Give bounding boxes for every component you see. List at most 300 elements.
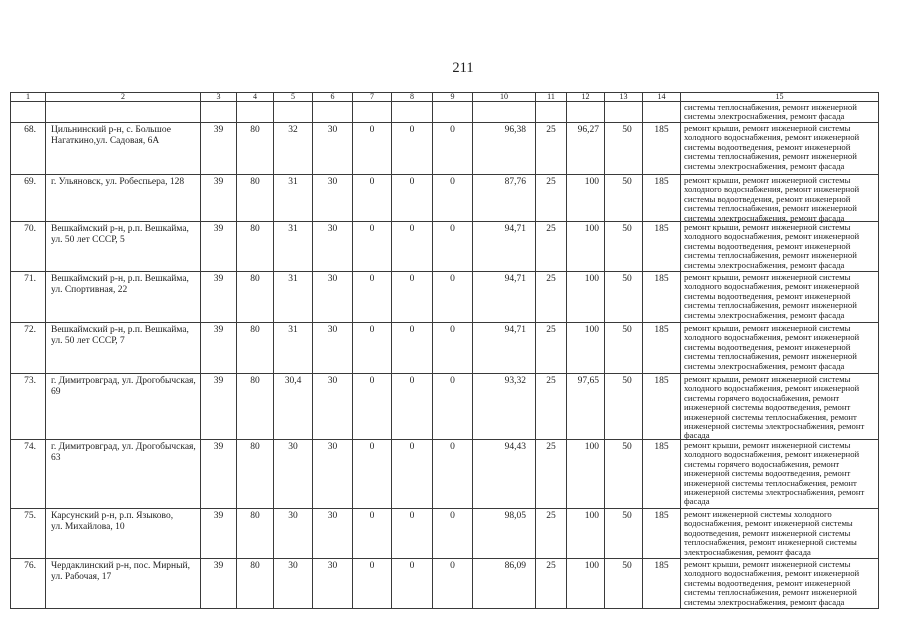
value: 100 [584, 442, 599, 452]
value: 39 [213, 442, 224, 452]
table-header [11, 93, 879, 102]
value-cell-col-10 [473, 175, 536, 222]
value-cell-col-6 [313, 440, 353, 509]
works-line: холодного водоснабжения, ремонт инженерной [684, 132, 860, 143]
column-number-14: 14 [643, 93, 681, 102]
works-cell [681, 175, 879, 222]
value-cell-col-7 [353, 559, 392, 609]
value-cell-col-14 [643, 123, 681, 175]
row-number: 75. [24, 511, 36, 521]
value: 32 [288, 125, 298, 135]
value-cell-col-13 [605, 123, 643, 175]
value-cell-col-14 [643, 102, 681, 123]
works-line: холодного водоснабжения, ремонт инженерной [684, 383, 860, 394]
column-number-4: 4 [237, 93, 274, 102]
value: 30 [327, 177, 338, 187]
value-cell-col-3 [201, 102, 237, 123]
value: 25 [546, 224, 556, 234]
value-cell-col-13 [605, 102, 643, 123]
works-line: инженерной системы электроснабжения, ремонт [684, 421, 865, 432]
works-line: системы теплоснабжения, ремонт инженерной [684, 587, 857, 598]
value-cell-col-13 [605, 374, 643, 440]
value: 50 [622, 376, 632, 386]
value-cell-col-3 [201, 272, 237, 323]
value-cell-col-5 [274, 374, 313, 440]
row-number: 74. [24, 442, 36, 452]
works-line: системы теплоснабжения, ремонт инженерной [684, 203, 857, 214]
works-cell [681, 123, 879, 175]
value: 80 [250, 561, 260, 571]
value-cell-col-5 [274, 222, 313, 272]
works-line: инженерной системы водоотведения, ремонт [684, 468, 851, 479]
column-number-12: 12 [567, 93, 605, 102]
value-cell-col-8 [392, 102, 433, 123]
value: 25 [546, 125, 556, 135]
address-line: Карсунский р-н, р.п. Языково, [51, 511, 174, 521]
value: 25 [546, 274, 556, 284]
works-line: системы электроснабжения, ремонт фасада [684, 111, 845, 122]
value-cell-col-10 [473, 102, 536, 123]
value-cell-col-13 [605, 323, 643, 374]
value-cell-col-13 [605, 272, 643, 323]
value: 50 [622, 274, 632, 284]
value-cell-col-5 [274, 509, 313, 559]
works-line: системы теплоснабжения, ремонт инженерной [684, 300, 857, 311]
address-line: Вешкаймский р-н, р.п. Вешкайма, [51, 325, 189, 335]
address-line: ул. 50 лет СССР, 7 [51, 336, 125, 346]
value-cell-col-14 [643, 509, 681, 559]
address-cell [46, 102, 201, 123]
value: 80 [250, 511, 260, 521]
value: 0 [409, 177, 415, 187]
column-number-5: 5 [274, 93, 313, 102]
works-line: водоотведения, ремонт инженерной системы [684, 527, 851, 538]
value-cell-col-9 [433, 123, 473, 175]
value: 50 [622, 325, 632, 335]
works-line: фасада [684, 430, 710, 441]
works-line: инженерной системы теплоснабжения, ремонт [684, 411, 857, 422]
value-cell-col-10 [473, 323, 536, 374]
value-cell-col-11 [536, 222, 567, 272]
value-cell-col-10 [473, 374, 536, 440]
works-line: ремонт крыши, ремонт инженерной системы [684, 175, 851, 185]
works-line: системы водоотведения, ремонт инженерной [684, 577, 851, 588]
works-line: холодного водоснабжения, ремонт инженерной [684, 449, 860, 460]
table-row [11, 374, 879, 440]
value-cell-col-6 [313, 102, 353, 123]
row-number-cell [11, 559, 46, 609]
row-number: 70. [24, 224, 36, 234]
value-cell-col-7 [353, 374, 392, 440]
column-number-6: 6 [313, 93, 353, 102]
works-cell [681, 323, 879, 374]
works-line: ремонт крыши, ремонт инженерной системы [684, 323, 851, 333]
value: 0 [409, 511, 415, 521]
value-cell-col-9 [433, 102, 473, 123]
value-cell-col-9 [433, 323, 473, 374]
value: 94,43 [504, 442, 526, 452]
value: 185 [654, 376, 669, 386]
works-line: холодного водоснабжения, ремонт инженерной [684, 231, 860, 242]
value: 30 [327, 274, 338, 284]
value: 30 [327, 125, 338, 135]
value: 100 [584, 177, 599, 187]
value: 39 [213, 511, 224, 521]
value: 0 [369, 511, 375, 521]
value: 0 [450, 442, 455, 452]
value-cell-col-7 [353, 102, 392, 123]
works-line: ремонт крыши, ремонт инженерной системы [684, 222, 851, 232]
value: 0 [450, 274, 455, 284]
row-number-cell [11, 123, 46, 175]
value: 30 [327, 224, 338, 234]
value: 96,27 [577, 125, 599, 135]
works-line: системы горячего водоснабжения, ремонт [684, 392, 840, 403]
value-cell-col-4 [237, 222, 274, 272]
value: 100 [584, 274, 599, 284]
column-number-2: 2 [46, 93, 201, 102]
value: 39 [213, 224, 224, 234]
row-number: 72. [24, 325, 36, 335]
value-cell-col-13 [605, 222, 643, 272]
value: 100 [584, 511, 599, 521]
value: 25 [546, 561, 556, 571]
row-number-cell [11, 222, 46, 272]
row-number: 73. [24, 376, 36, 386]
value: 94,71 [504, 325, 526, 335]
value: 0 [369, 224, 375, 234]
works-line: теплоснабжения, ремонт инженерной системы [684, 537, 857, 548]
column-number-15: 15 [681, 93, 879, 102]
value: 30 [288, 511, 298, 521]
value-cell-col-12 [567, 102, 605, 123]
row-number: 76. [24, 561, 36, 571]
value-cell-col-9 [433, 509, 473, 559]
value-cell-col-7 [353, 123, 392, 175]
column-number-11: 11 [536, 93, 567, 102]
value: 25 [546, 177, 556, 187]
table-row [11, 102, 879, 123]
value-cell-col-3 [201, 440, 237, 509]
value: 96,38 [504, 125, 526, 135]
address-cell [46, 175, 201, 222]
works-cell [681, 222, 879, 272]
works-line: холодного водоснабжения, ремонт инженерной [684, 332, 860, 343]
value-cell-col-11 [536, 323, 567, 374]
address-line: Чердаклинский р-н, пос. Мирный, [51, 561, 190, 571]
value-cell-col-6 [313, 123, 353, 175]
value-cell-col-12 [567, 123, 605, 175]
header-row [11, 93, 879, 102]
value: 0 [369, 125, 375, 135]
value: 39 [213, 561, 224, 571]
value: 87,76 [504, 177, 526, 187]
value: 50 [622, 442, 632, 452]
address-cell [46, 323, 201, 374]
value-cell-col-11 [536, 509, 567, 559]
table-row [11, 440, 879, 509]
value-cell-col-12 [567, 374, 605, 440]
value-cell-col-8 [392, 440, 433, 509]
works-line: системы водоотведения, ремонт инженерной [684, 290, 851, 301]
address-cell [46, 374, 201, 440]
works-line: ремонт крыши, ремонт инженерной системы [684, 123, 851, 133]
works-line: системы теплоснабжения, ремонт инженерной [684, 102, 857, 112]
table-row [11, 323, 879, 374]
table-row [11, 509, 879, 559]
value-cell-col-13 [605, 175, 643, 222]
column-number-7: 7 [353, 93, 392, 102]
value: 30 [327, 561, 338, 571]
column-number-1: 1 [11, 93, 46, 102]
value: 185 [654, 177, 669, 187]
value: 80 [250, 224, 260, 234]
row-number-cell [11, 323, 46, 374]
row-number-cell [11, 509, 46, 559]
value-cell-col-6 [313, 272, 353, 323]
value-cell-col-7 [353, 175, 392, 222]
value-cell-col-11 [536, 374, 567, 440]
row-number: 71. [24, 274, 36, 284]
value: 0 [409, 561, 415, 571]
value-cell-col-9 [433, 559, 473, 609]
row-number-cell [11, 374, 46, 440]
works-line: системы горячего водоснабжения, ремонт [684, 458, 840, 469]
value: 0 [409, 224, 415, 234]
value: 0 [369, 561, 375, 571]
value: 93,32 [504, 376, 526, 386]
value-cell-col-11 [536, 102, 567, 123]
value-cell-col-3 [201, 323, 237, 374]
value-cell-col-8 [392, 509, 433, 559]
value-cell-col-14 [643, 222, 681, 272]
value-cell-col-11 [536, 559, 567, 609]
value: 94,71 [504, 274, 526, 284]
value-cell-col-5 [274, 102, 313, 123]
value: 31 [288, 224, 298, 234]
table-row [11, 222, 879, 272]
value-cell-col-9 [433, 440, 473, 509]
address-line: ул. Михайлова, 10 [51, 522, 125, 532]
works-line: инженерной системы водоотведения, ремонт [684, 402, 851, 413]
value: 0 [409, 325, 415, 335]
value-cell-col-12 [567, 175, 605, 222]
value-cell-col-6 [313, 175, 353, 222]
works-line: ремонт инженерной системы холодного [684, 509, 832, 519]
value: 185 [654, 125, 669, 135]
works-line: системы водоотведения, ремонт инженерной [684, 341, 851, 352]
row-number-cell [11, 440, 46, 509]
value-cell-col-10 [473, 272, 536, 323]
address-line: ул. Рабочая, 17 [51, 572, 112, 582]
works-line: ремонт крыши, ремонт инженерной системы [684, 272, 851, 282]
value: 25 [546, 511, 556, 521]
value-cell-col-9 [433, 222, 473, 272]
works-cell [681, 374, 879, 440]
address-cell [46, 559, 201, 609]
value: 0 [369, 274, 375, 284]
row-number: 69. [24, 177, 36, 187]
value-cell-col-13 [605, 440, 643, 509]
value-cell-col-9 [433, 175, 473, 222]
address-cell [46, 440, 201, 509]
works-line: системы водоотведения, ремонт инженерной [684, 193, 851, 204]
value-cell-col-3 [201, 509, 237, 559]
value-cell-col-3 [201, 374, 237, 440]
value: 0 [409, 376, 415, 386]
value: 0 [369, 325, 375, 335]
value: 30 [327, 325, 338, 335]
works-line: ремонт крыши, ремонт инженерной системы [684, 559, 851, 569]
works-line: системы теплоснабжения, ремонт инженерной [684, 250, 857, 261]
works-line: системы электроснабжения, ремонт фасада [684, 160, 845, 171]
value: 80 [250, 442, 260, 452]
value: 50 [622, 177, 632, 187]
row-number-cell [11, 272, 46, 323]
value: 50 [622, 125, 632, 135]
table-row [11, 123, 879, 175]
value-cell-col-4 [237, 272, 274, 323]
table-row [11, 272, 879, 323]
works-line: ремонт крыши, ремонт инженерной системы [684, 440, 851, 450]
value: 185 [654, 561, 669, 571]
works-line: холодного водоснабжения, ремонт инженерной [684, 568, 860, 579]
value-cell-col-5 [274, 175, 313, 222]
value-cell-col-14 [643, 272, 681, 323]
value-cell-col-7 [353, 222, 392, 272]
value-cell-col-12 [567, 440, 605, 509]
value-cell-col-7 [353, 509, 392, 559]
works-table [10, 92, 879, 609]
value: 80 [250, 125, 260, 135]
value-cell-col-4 [237, 509, 274, 559]
value-cell-col-4 [237, 175, 274, 222]
value-cell-col-4 [237, 559, 274, 609]
value: 39 [213, 177, 224, 187]
value-cell-col-12 [567, 272, 605, 323]
works-line: системы теплоснабжения, ремонт инженерной [684, 151, 857, 162]
works-line: системы электроснабжения, ремонт фасада [684, 259, 845, 270]
works-line: холодного водоснабжения, ремонт инженерной [684, 281, 860, 292]
value: 31 [288, 325, 298, 335]
value-cell-col-5 [274, 440, 313, 509]
value-cell-col-12 [567, 559, 605, 609]
column-number-8: 8 [392, 93, 433, 102]
value: 30 [288, 442, 298, 452]
value-cell-col-8 [392, 175, 433, 222]
value-cell-col-11 [536, 123, 567, 175]
value-cell-col-8 [392, 559, 433, 609]
value-cell-col-5 [274, 559, 313, 609]
value-cell-col-3 [201, 123, 237, 175]
value: 30 [327, 511, 338, 521]
works-cell [681, 440, 879, 509]
value-cell-col-9 [433, 374, 473, 440]
address-cell [46, 509, 201, 559]
table-body [11, 102, 879, 609]
value-cell-col-3 [201, 175, 237, 222]
value-cell-col-4 [237, 123, 274, 175]
works-line: системы теплоснабжения, ремонт инженерной [684, 351, 857, 362]
row-number-cell [11, 102, 46, 123]
value-cell-col-6 [313, 222, 353, 272]
column-number-9: 9 [433, 93, 473, 102]
address-line: Вешкаймский р-н, р.п. Вешкайма, [51, 224, 189, 234]
address-line: г. Димитровград, ул. Дрогобычская, [51, 442, 196, 452]
column-number-3: 3 [201, 93, 237, 102]
value-cell-col-8 [392, 123, 433, 175]
value: 185 [654, 274, 669, 284]
value-cell-col-4 [237, 102, 274, 123]
value-cell-col-12 [567, 323, 605, 374]
value-cell-col-3 [201, 559, 237, 609]
value: 50 [622, 561, 632, 571]
value: 0 [409, 442, 415, 452]
value-cell-col-9 [433, 272, 473, 323]
value-cell-col-10 [473, 440, 536, 509]
value-cell-col-6 [313, 323, 353, 374]
value: 0 [450, 511, 455, 521]
address-line: Вешкаймский р-н, р.п. Вешкайма, [51, 274, 189, 284]
address-cell [46, 222, 201, 272]
address-cell [46, 272, 201, 323]
address-line: г. Димитровград, ул. Дрогобычская, [51, 376, 196, 386]
value: 100 [584, 325, 599, 335]
value: 100 [584, 224, 599, 234]
row-number: 68. [24, 125, 36, 135]
value-cell-col-14 [643, 175, 681, 222]
value: 80 [250, 325, 260, 335]
value-cell-col-11 [536, 272, 567, 323]
value: 185 [654, 511, 669, 521]
value: 25 [546, 325, 556, 335]
works-line: холодного водоснабжения, ремонт инженерной [684, 184, 860, 195]
value: 30 [288, 561, 298, 571]
value: 25 [546, 376, 556, 386]
value-cell-col-12 [567, 222, 605, 272]
value-cell-col-11 [536, 175, 567, 222]
value: 80 [250, 274, 260, 284]
value-cell-col-14 [643, 440, 681, 509]
address-line: 63 [51, 453, 61, 463]
value-cell-col-10 [473, 123, 536, 175]
value: 31 [288, 274, 298, 284]
value-cell-col-7 [353, 440, 392, 509]
works-line: электроснабжения, ремонт фасада [684, 546, 811, 557]
value: 30 [327, 442, 338, 452]
works-cell [681, 102, 879, 123]
value: 25 [546, 442, 556, 452]
value: 0 [369, 376, 375, 386]
works-line: системы водоотведения, ремонт инженерной [684, 141, 851, 152]
value: 0 [450, 325, 455, 335]
value-cell-col-4 [237, 323, 274, 374]
value-cell-col-10 [473, 509, 536, 559]
value: 0 [450, 224, 455, 234]
value: 0 [450, 561, 455, 571]
value-cell-col-8 [392, 272, 433, 323]
column-number-10: 10 [473, 93, 536, 102]
value: 94,71 [504, 224, 526, 234]
row-number-cell [11, 175, 46, 222]
value-cell-col-14 [643, 323, 681, 374]
value: 0 [369, 177, 375, 187]
value: 185 [654, 442, 669, 452]
value-cell-col-5 [274, 272, 313, 323]
value-cell-col-12 [567, 509, 605, 559]
value: 0 [369, 442, 375, 452]
value-cell-col-13 [605, 509, 643, 559]
